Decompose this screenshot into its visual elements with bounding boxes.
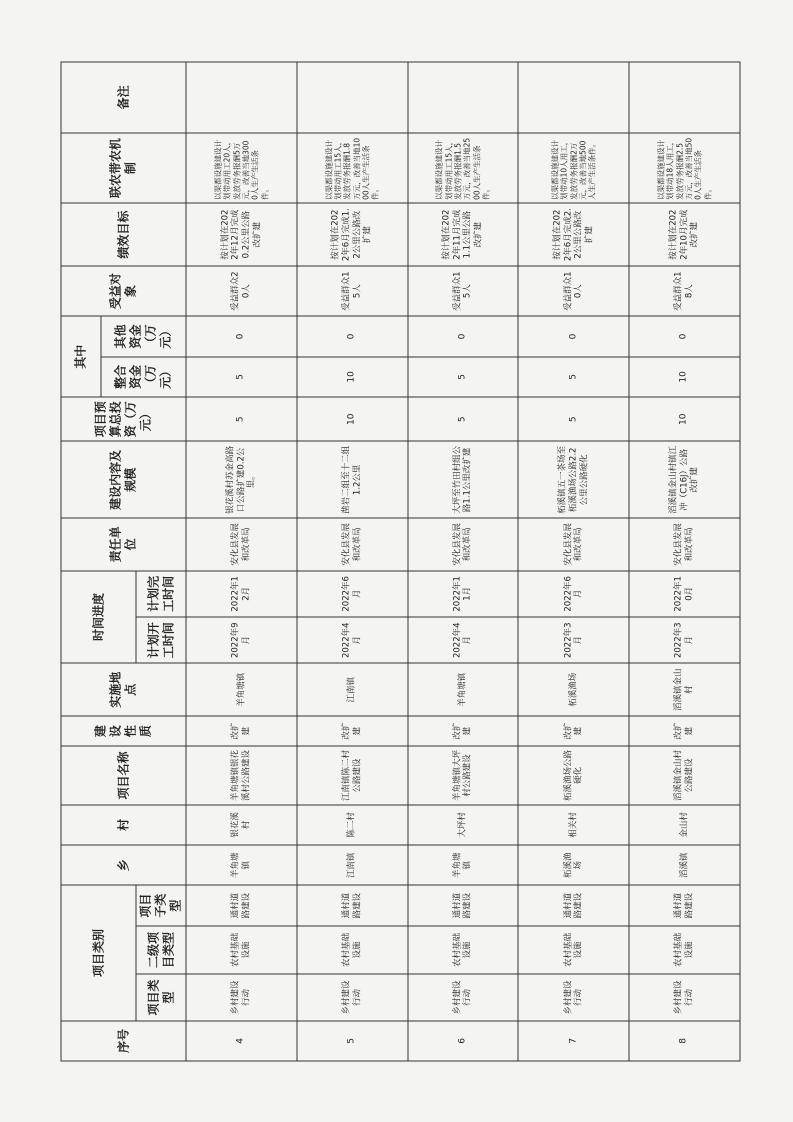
cell-integrated: 5: [186, 356, 297, 396]
cell-seq: 5: [296, 1020, 407, 1060]
rotated-table-sheet: [60, 61, 733, 1061]
header-budget: 项目预算总投资（万元）: [61, 397, 186, 441]
cell-content: 银花溪村苏金高路口公路扩建0.2公里。: [186, 441, 297, 518]
cell-end: 2022年6月: [518, 570, 629, 616]
cell-cat-sub: 通村道路建设: [629, 885, 740, 925]
header-goal: 绩效目标: [61, 203, 186, 266]
cell-mechanism: 以渠都设施建设计划带动10人用工，发放劳务报酬2万元，改善当地500人生产生活条件。: [518, 132, 629, 203]
header-schedule: 时间进度: [61, 570, 136, 663]
cell-beneficiary: 受益群众20人: [186, 265, 297, 315]
cell-seq: 4: [186, 1020, 297, 1060]
cell-seq: 8: [629, 1020, 740, 1060]
cell-other: 0: [629, 316, 740, 356]
cell-township: 羊角塘镇: [186, 845, 297, 885]
cell-unit: 安化县发展和改革局: [186, 518, 297, 570]
cell-remark: [407, 62, 518, 133]
cell-cat-sub: 通村道路建设: [186, 885, 297, 925]
table-row: [518, 62, 629, 1061]
cell-project-name: 滔溪镇金山村公路建设: [629, 746, 740, 805]
cell-beneficiary: 受益群众10人: [518, 265, 629, 315]
cell-cat-level2: 农村基础设施: [186, 925, 297, 973]
cell-goal: 按计划在2022年6月完成2.2公里公路改扩建: [518, 203, 629, 266]
cell-start: 2022年3月: [629, 617, 740, 663]
cell-goal: 按计划在2022年6月完成1.2公里公路改扩建: [296, 203, 407, 266]
cell-project-name: 羊角塘镇银花溪村公路建设: [186, 746, 297, 805]
cell-village: 相关村: [518, 804, 629, 844]
cell-budget: 5: [518, 397, 629, 441]
cell-nature: 改扩建: [296, 715, 407, 745]
header-other: 其他资金（万元）: [101, 316, 186, 356]
cell-unit: 安化县发展和改革局: [296, 518, 407, 570]
cell-township: 柘溪渔场: [518, 845, 629, 885]
cell-budget: 5: [407, 397, 518, 441]
cell-township: 羊角塘镇: [407, 845, 518, 885]
header-mechanism: 联农带农机制: [61, 132, 186, 203]
cell-cat-type: 乡村建设行动: [186, 974, 297, 1020]
cell-budget: 10: [296, 397, 407, 441]
cell-cat-type: 乡村建设行动: [518, 974, 629, 1020]
cell-mechanism: 以渠都设施建设计划带动18人用工，发放劳务报酬2.5万元，改善当地500人生产生活条件。: [629, 132, 740, 203]
cell-nature: 改扩建: [407, 715, 518, 745]
cell-end: 2022年10月: [629, 570, 740, 616]
cell-integrated: 10: [296, 356, 407, 396]
cell-budget: 5: [186, 397, 297, 441]
cell-cat-level2: 农村基础设施: [407, 925, 518, 973]
cell-seq: 6: [407, 1020, 518, 1060]
cell-end: 2022年11月: [407, 570, 518, 616]
cell-project-name: 江南镇陈二村公路建设: [296, 746, 407, 805]
table-row: [186, 62, 297, 1061]
cell-cat-level2: 农村基础设施: [296, 925, 407, 973]
cell-content: 凿岩二组至十二组1.2公里: [296, 441, 407, 518]
cell-remark: [629, 62, 740, 133]
header-nature: 建设性质: [61, 715, 186, 745]
cell-goal: 按计划在2022年10月完成改扩建: [629, 203, 740, 266]
header-content: 建设内容及规模: [61, 441, 186, 518]
cell-cat-sub: 通村道路建设: [518, 885, 629, 925]
header-location: 实施地点: [61, 663, 186, 715]
cell-nature: 改扩建: [629, 715, 740, 745]
header-unit: 责任单位: [61, 518, 186, 570]
cell-nature: 改扩建: [518, 715, 629, 745]
cell-beneficiary: 受益群众15人: [296, 265, 407, 315]
header-category: 项目类别: [61, 885, 136, 1020]
cell-start: 2022年3月: [518, 617, 629, 663]
cell-mechanism: 以渠都设施建设计划带动用工15人，发放劳务报酬1.8万元，改善当地1000人生产生活条件。: [296, 132, 407, 203]
cell-remark: [186, 62, 297, 133]
header-cat-type: 项目类型: [136, 974, 186, 1020]
cell-remark: [518, 62, 629, 133]
cell-content: 滔溪镇金山村镇江冲（C16J）公路改扩建: [629, 441, 740, 518]
cell-cat-sub: 通村道路建设: [296, 885, 407, 925]
header-seq: 序号: [61, 1020, 186, 1060]
cell-start: 2022年4月: [296, 617, 407, 663]
cell-location: 柘溪渔场: [518, 663, 629, 715]
cell-township: 江南镇: [296, 845, 407, 885]
project-table: [60, 61, 740, 1061]
cell-goal: 按计划在2022年11月完成1.1公里公路改扩建: [407, 203, 518, 266]
cell-start: 2022年9月: [186, 617, 297, 663]
cell-end: 2022年6月: [296, 570, 407, 616]
cell-integrated: 5: [518, 356, 629, 396]
cell-unit: 安化县发展和改革局: [629, 518, 740, 570]
cell-location: 滔溪镇金山村: [629, 663, 740, 715]
cell-village: 陈二村: [296, 804, 407, 844]
header-of-which: 其中: [61, 316, 101, 397]
table-row: [296, 62, 407, 1061]
cell-cat-level2: 农村基础设施: [518, 925, 629, 973]
cell-end: 2022年12月: [186, 570, 297, 616]
header-township: 乡: [61, 845, 186, 885]
cell-other: 0: [518, 316, 629, 356]
header-beneficiary: 受益对象: [61, 265, 186, 315]
cell-cat-level2: 农村基础设施: [629, 925, 740, 973]
cell-unit: 安化县发展和改革局: [407, 518, 518, 570]
cell-integrated: 10: [629, 356, 740, 396]
cell-other: 0: [407, 316, 518, 356]
cell-mechanism: 以渠都设施建设计划带动用工15人，发放劳务报酬1.5万元，改善当地2500人生产生活条件。: [407, 132, 518, 203]
cell-beneficiary: 受益群众15人: [407, 265, 518, 315]
cell-start: 2022年4月: [407, 617, 518, 663]
header-project-name: 项目名称: [61, 746, 186, 805]
header-cat-sub: 项目子类型: [136, 885, 186, 925]
header-remark: 备注: [61, 62, 186, 133]
cell-location: 羊角塘镇: [407, 663, 518, 715]
cell-project-name: 柘溪渔场公路硬化: [518, 746, 629, 805]
table-row: [407, 62, 518, 1061]
cell-township: 滔溪镇: [629, 845, 740, 885]
header-end: 计划完工时间: [136, 570, 186, 616]
header-integrated: 整合资金（万元）: [101, 356, 186, 396]
cell-budget: 10: [629, 397, 740, 441]
header-cat-level2: 二级项目类型: [136, 925, 186, 973]
cell-village: 银花溪村: [186, 804, 297, 844]
cell-village: 大坪村: [407, 804, 518, 844]
cell-beneficiary: 受益群众18人: [629, 265, 740, 315]
cell-mechanism: 以渠都设施建设计划带动用工20人，发放劳务报酬5万元，改善当地3000人生产生活条件。: [186, 132, 297, 203]
cell-integrated: 5: [407, 356, 518, 396]
cell-content: 大坪至竹田村组公路1.1公里改扩建: [407, 441, 518, 518]
cell-seq: 7: [518, 1020, 629, 1060]
cell-cat-type: 乡村建设行动: [407, 974, 518, 1020]
cell-other: 0: [296, 316, 407, 356]
cell-location: 江南镇: [296, 663, 407, 715]
cell-goal: 按计划在2022年12月完成0.2公里公路改扩建: [186, 203, 297, 266]
cell-content: 柘溪镇五一茶场至柘溪渔场公路2.2公里公路硬化: [518, 441, 629, 518]
cell-cat-type: 乡村建设行动: [296, 974, 407, 1020]
cell-cat-type: 乡村建设行动: [629, 974, 740, 1020]
table-row: [629, 62, 740, 1061]
cell-cat-sub: 通村道路建设: [407, 885, 518, 925]
header-start: 计划开工时间: [136, 617, 186, 663]
cell-remark: [296, 62, 407, 133]
cell-unit: 安化县发展和改革局: [518, 518, 629, 570]
cell-nature: 改扩建: [186, 715, 297, 745]
cell-village: 金山村: [629, 804, 740, 844]
cell-other: 0: [186, 316, 297, 356]
cell-project-name: 羊角塘镇大坪村公路建设: [407, 746, 518, 805]
cell-location: 羊角塘镇: [186, 663, 297, 715]
header-village: 村: [61, 804, 186, 844]
